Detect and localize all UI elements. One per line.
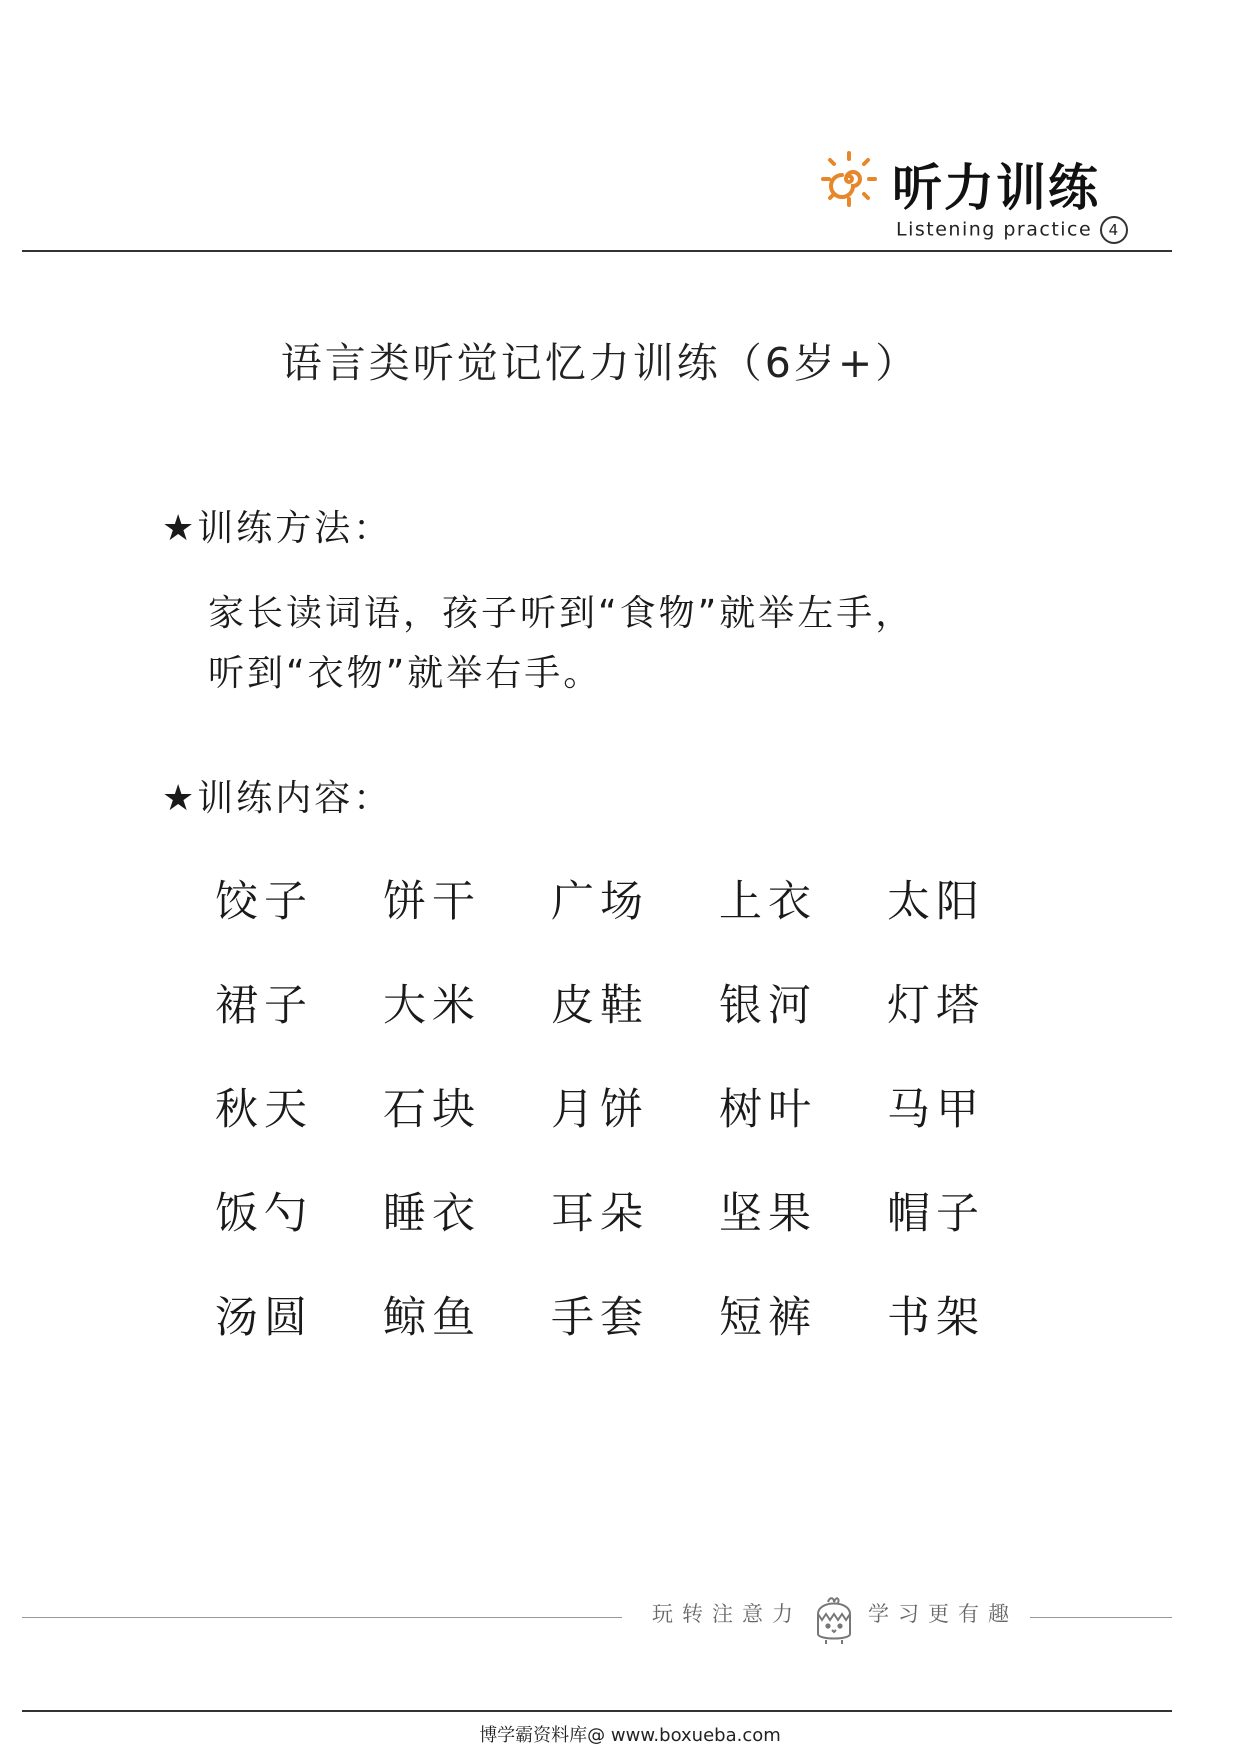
- footer-slogan-left: 玩转注意力: [652, 1602, 802, 1626]
- brand-block: [820, 140, 1150, 240]
- word-cell: 大米: [383, 981, 481, 1031]
- word-cell: 饭勺: [215, 1189, 313, 1239]
- word-cell: 树叶: [719, 1085, 817, 1135]
- word-cell: 短裤: [719, 1293, 817, 1343]
- chick-mascot-icon: [808, 1588, 860, 1646]
- word-cell: 广场: [551, 877, 649, 927]
- word-cell: 太阳: [887, 877, 985, 927]
- word-cell: 马甲: [887, 1085, 985, 1135]
- sun-icon: [820, 150, 878, 208]
- method-heading: ★训练方法：: [162, 508, 393, 549]
- word-cell: 石块: [383, 1085, 481, 1135]
- word-cell: 手套: [551, 1293, 649, 1343]
- word-cell: 汤圆: [215, 1293, 313, 1343]
- word-cell: 饺子: [215, 877, 313, 927]
- word-cell: 上衣: [719, 877, 817, 927]
- brand-subtitle: [896, 216, 1128, 244]
- footer-rule-left: [22, 1617, 622, 1618]
- word-cell: 帽子: [887, 1189, 985, 1239]
- word-cell: 书架: [887, 1293, 985, 1343]
- word-cell: 鲸鱼: [383, 1293, 481, 1343]
- word-cell: 灯塔: [887, 981, 985, 1031]
- word-cell: 秋天: [215, 1085, 313, 1135]
- page-title: [0, 330, 1240, 389]
- content-heading: ★训练内容：: [162, 778, 393, 819]
- method-line-1: 家长读词语，孩子听到“食物”就举左手，: [208, 593, 915, 634]
- word-cell: 耳朵: [551, 1189, 649, 1239]
- watermark: [0, 1721, 1240, 1747]
- word-cell: 饼干: [383, 877, 481, 927]
- word-cell: 睡衣: [383, 1189, 481, 1239]
- header-divider: [22, 250, 1172, 252]
- page-title-text: 语言类听觉记忆力训练（6岁+）: [280, 339, 920, 387]
- method-text: [208, 584, 914, 704]
- watermark-text: 博学霸资料库@ www.boxueba.com: [479, 1725, 781, 1746]
- word-cell: 皮鞋: [551, 981, 649, 1031]
- brand-number-badge: 4: [1100, 216, 1128, 244]
- word-cell: 裙子: [215, 981, 313, 1031]
- footer-rule-right: [1030, 1617, 1172, 1618]
- bottom-divider: [22, 1710, 1172, 1712]
- brand-subtitle-text: Listening practice: [896, 218, 1093, 241]
- word-cell: 银河: [719, 981, 817, 1031]
- brand-title: 听力训练: [892, 159, 1100, 217]
- footer-slogan-right: 学习更有趣: [868, 1602, 1018, 1626]
- word-cell: 坚果: [719, 1189, 817, 1239]
- word-cell: 月饼: [551, 1085, 649, 1135]
- method-line-2: 听到“衣物”就举右手。: [208, 653, 603, 694]
